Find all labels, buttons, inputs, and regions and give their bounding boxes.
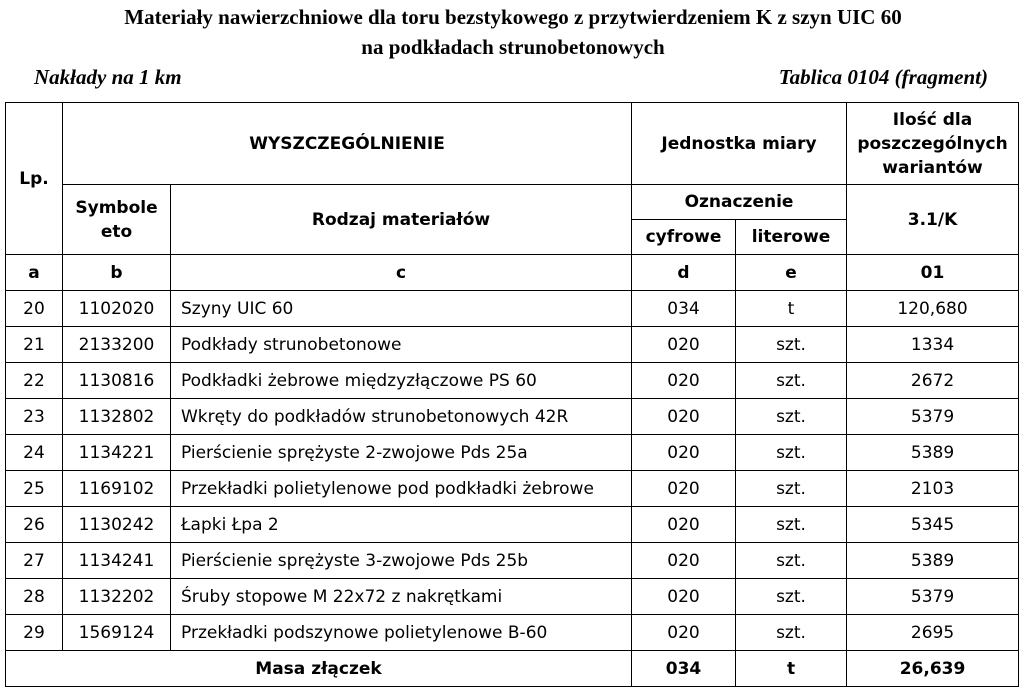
table-row [6, 435, 1019, 471]
column-letter-a: a [6, 255, 63, 291]
row-unit-code: 020 [632, 435, 736, 471]
row-quantity: 2695 [847, 615, 1019, 651]
column-letter-e: e [736, 255, 847, 291]
row-lp: 22 [6, 363, 63, 399]
table-row [6, 579, 1019, 615]
row-material-name: Pierścienie sprężyste 2-zwojowe Pds 25a [171, 435, 632, 471]
header-lp: Lp. [6, 103, 63, 255]
row-quantity: 5389 [847, 543, 1019, 579]
norm-basis-label: Nakłady na 1 km [34, 65, 182, 89]
row-unit-code: 020 [632, 615, 736, 651]
row-material-name: Szyny UIC 60 [171, 291, 632, 327]
row-material-name: Wkręty do podkładów strunobetonowych 42R [171, 399, 632, 435]
table-number-label: Tablica 0104 (fragment) [778, 65, 988, 89]
row-lp: 21 [6, 327, 63, 363]
header-ilosc-wariantow: Ilość dla poszczególnych wariantów [847, 103, 1019, 185]
table-row [6, 543, 1019, 579]
row-unit-symbol: szt. [736, 579, 847, 615]
row-symbol: 1169102 [63, 471, 171, 507]
row-unit-code: 020 [632, 399, 736, 435]
row-symbol: 1132202 [63, 579, 171, 615]
row-quantity: 2672 [847, 363, 1019, 399]
row-symbol: 1569124 [63, 615, 171, 651]
table-body [6, 291, 1019, 651]
header-cyfrowe: cyfrowe [632, 220, 736, 255]
row-unit-code: 020 [632, 543, 736, 579]
row-symbol: 1134221 [63, 435, 171, 471]
row-unit-symbol: szt. [736, 435, 847, 471]
row-unit-code: 020 [632, 363, 736, 399]
table-row [6, 507, 1019, 543]
row-quantity: 5389 [847, 435, 1019, 471]
column-letter-b: b [63, 255, 171, 291]
row-unit-symbol: szt. [736, 471, 847, 507]
table-header [6, 103, 1019, 291]
column-letter-d: d [632, 255, 736, 291]
table-row [6, 399, 1019, 435]
header-literowe: literowe [736, 220, 847, 255]
row-material-name: Przekładki polietylenowe pod podkładki żebrowe [171, 471, 632, 507]
row-unit-code: 034 [632, 291, 736, 327]
header-wariant: 3.1/K [847, 185, 1019, 255]
row-lp: 26 [6, 507, 63, 543]
row-lp: 24 [6, 435, 63, 471]
row-unit-code: 020 [632, 327, 736, 363]
row-symbol: 1130242 [63, 507, 171, 543]
table-row [6, 363, 1019, 399]
row-material-name: Przekładki podszynowe polietylenowe B-60 [171, 615, 632, 651]
row-unit-code: 020 [632, 507, 736, 543]
row-material-name: Podkładki żebrowe międzyzłączowe PS 60 [171, 363, 632, 399]
table-row [6, 291, 1019, 327]
total-label: Masa złączek [6, 651, 632, 687]
total-row [6, 651, 1019, 687]
total-value: 26,639 [847, 651, 1019, 687]
row-unit-symbol: szt. [736, 615, 847, 651]
row-unit-symbol: szt. [736, 543, 847, 579]
row-quantity: 1334 [847, 327, 1019, 363]
row-quantity: 5379 [847, 579, 1019, 615]
header-rodzaj-materialow: Rodzaj materiałów [171, 185, 632, 255]
total-cyfrowe: 034 [632, 651, 736, 687]
row-material-name: Podkłady strunobetonowe [171, 327, 632, 363]
header-symbol: Symbole eto [63, 185, 171, 255]
row-unit-symbol: t [736, 291, 847, 327]
row-lp: 20 [6, 291, 63, 327]
row-lp: 25 [6, 471, 63, 507]
column-letter-01: 01 [847, 255, 1019, 291]
row-unit-code: 020 [632, 471, 736, 507]
row-material-name: Pierścienie sprężyste 3-zwojowe Pds 25b [171, 543, 632, 579]
row-lp: 29 [6, 615, 63, 651]
row-unit-symbol: szt. [736, 399, 847, 435]
row-unit-code: 020 [632, 579, 736, 615]
row-quantity: 120,680 [847, 291, 1019, 327]
row-symbol: 1102020 [63, 291, 171, 327]
header-wyszczegolnienie: WYSZCZEGÓLNIENIE [63, 103, 632, 185]
row-quantity: 5379 [847, 399, 1019, 435]
row-unit-symbol: szt. [736, 327, 847, 363]
table-row [6, 471, 1019, 507]
row-quantity: 5345 [847, 507, 1019, 543]
table-row [6, 327, 1019, 363]
row-symbol: 1130816 [63, 363, 171, 399]
document-title-line-2: na podkładach strunobetonowych [361, 35, 665, 59]
materials-table [5, 102, 1019, 687]
row-symbol: 2133200 [63, 327, 171, 363]
header-oznaczenie: Oznaczenie [632, 185, 847, 220]
row-symbol: 1132802 [63, 399, 171, 435]
column-letter-c: c [171, 255, 632, 291]
row-symbol: 1134241 [63, 543, 171, 579]
row-quantity: 2103 [847, 471, 1019, 507]
row-material-name: Śruby stopowe M 22x72 z nakrętkami [171, 579, 632, 615]
total-literowe: t [736, 651, 847, 687]
document-title-line-1: Materiały nawierzchniowe dla toru bezstykowego z przytwierdzeniem K z szyn UIC 60 [124, 5, 902, 29]
row-lp: 27 [6, 543, 63, 579]
row-material-name: Łapki Łpa 2 [171, 507, 632, 543]
header-jednostka-miary: Jednostka miary [632, 103, 847, 185]
row-unit-symbol: szt. [736, 507, 847, 543]
row-lp: 23 [6, 399, 63, 435]
row-lp: 28 [6, 579, 63, 615]
row-unit-symbol: szt. [736, 363, 847, 399]
table-row [6, 615, 1019, 651]
